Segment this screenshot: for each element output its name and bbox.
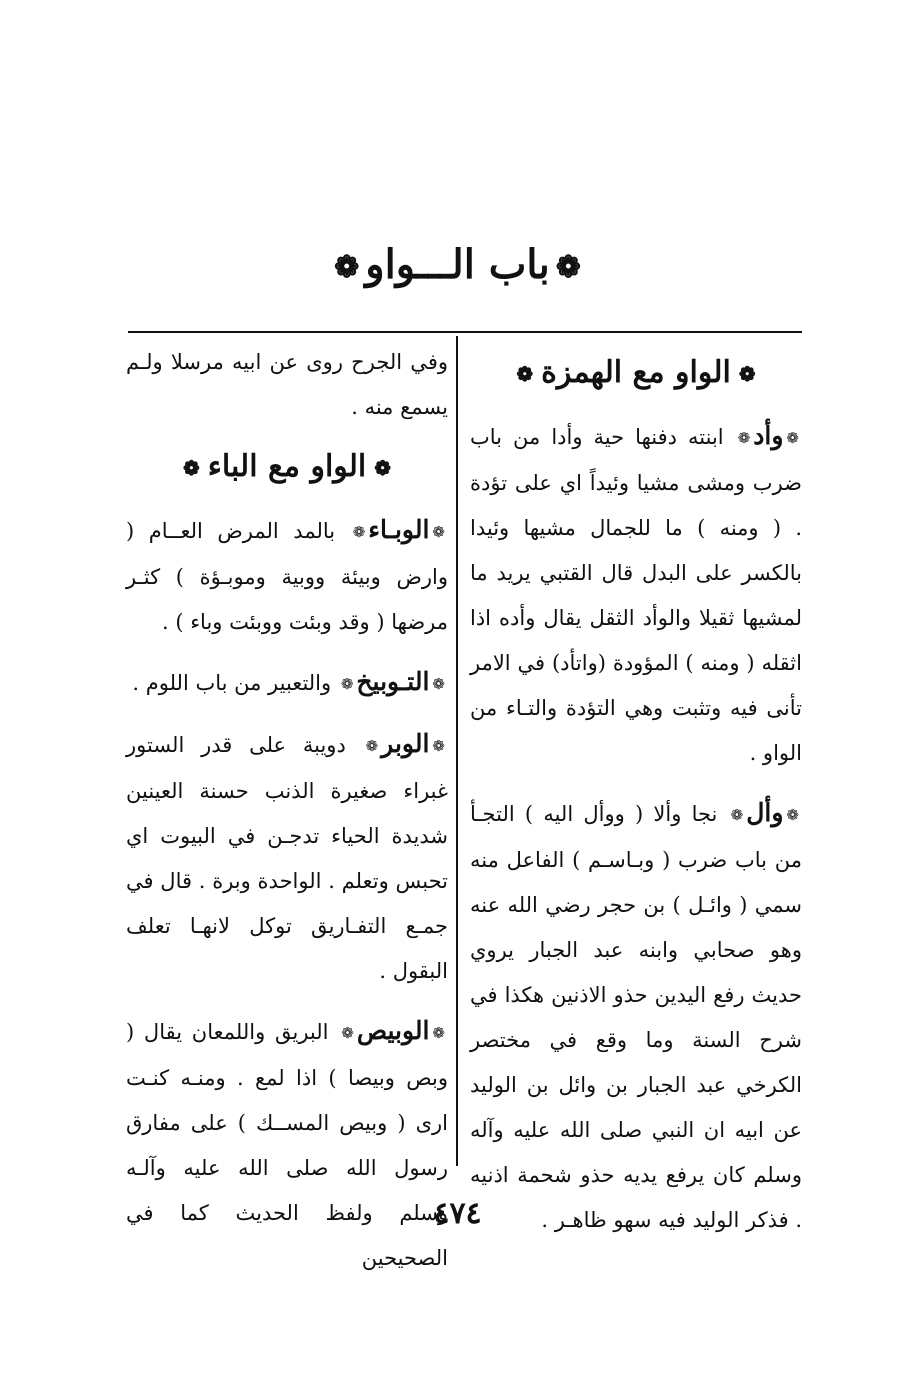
entry-headword: التـوبيخ (356, 667, 430, 696)
entry-headword: وأل (746, 798, 784, 827)
ornament-icon: ❁ (432, 675, 445, 693)
dictionary-entry (126, 1008, 448, 1281)
ornament-icon: ❁ (786, 429, 799, 447)
ornament-icon: ❁ (340, 675, 354, 693)
chapter-title-text: باب الـــواو (365, 241, 550, 288)
entry-text: البريق واللمعان يقال ( وبص وبيصا ) اذا لمع . ومنـه كنـت ارى ( وبيص المســك ) على مفارق رسول الله صلى الله عليه وآلـه وسلم ولفظ الحديث كما في الصحيحين (126, 1020, 448, 1270)
ornament-icon: ❁ (352, 523, 366, 541)
page-number: ٤٧٤ (433, 1196, 482, 1231)
ornament-icon: ❁ (786, 806, 799, 824)
dictionary-entry (126, 659, 448, 707)
column-divider (456, 336, 458, 1166)
ornament-icon: ❁ (432, 737, 445, 755)
section-title-baa (126, 438, 448, 497)
dictionary-entry (126, 721, 448, 994)
ornament-icon: ❁ (432, 1024, 445, 1042)
ornament-icon: ❁ (516, 362, 534, 386)
entry-text: ابنته دفنها حية وأدا من باب ضرب ومشى مشيا وئيداً اي على تؤدة . ( ومنه ) ما للجمال مشيها وئيدا بالكسر على البدل قال القتبي يريد ما لمشيها ثقيلا والوأد الثقل يقال وأده اذا اثقله ( ومنه ) المؤودة (واتأد) في الامر تأنى فيه وتثبت وهي التؤدة والتـاء من الواو . (470, 425, 802, 765)
right-column (470, 340, 802, 1257)
section-title-text: الواو مع الباء (207, 449, 367, 484)
entry-headword: وأد (753, 421, 784, 450)
entry-text: والتعبير من باب اللوم . (132, 671, 332, 695)
ornament-icon: ❁ (730, 806, 744, 824)
ornament-icon: ❁ (555, 250, 581, 285)
ornament-icon: ❁ (334, 250, 360, 285)
top-rule (128, 331, 802, 333)
ornament-icon: ❁ (738, 362, 756, 386)
entry-headword: الوبيص (356, 1016, 430, 1045)
entry-headword: الوبـاء (368, 515, 430, 544)
ornament-icon: ❁ (374, 456, 392, 480)
section-title-hamza (470, 344, 802, 403)
ornament-icon: ❁ (432, 523, 445, 541)
continuation-text: وفي الجرح روى عن ابيه مرسلا ولـم يسمع منه . (126, 350, 448, 419)
ornament-icon: ❁ (365, 737, 379, 755)
left-column (126, 340, 448, 1295)
dictionary-entry (126, 507, 448, 645)
entry-headword: الوبر (381, 729, 430, 758)
entry-text: دويبة على قدر الستور غبراء صغيرة الذنب حسنة العينين شديدة الحياء تدجـن في البيوت اي تحبس وتعلم . الواحدة وبرة . قال في جمـع التفـاريق توكل لانهـا تعلف البقول . (126, 733, 448, 983)
ornament-icon: ❁ (182, 456, 200, 480)
entry-text: بالمد المرض العــام ( وارض وبيئة ووبية وموبـؤة ) كثـر مرضها ( وقد وبئت ووبئت وباء ) . (126, 519, 448, 634)
chapter-title (0, 230, 915, 303)
entry-text: نجا وألا ( ووأل اليه ) التجـأ من باب ضرب ( وبـاسـم ) الفاعل منه سمي ( وائـل ) بن حجر رضي الله عنه وهو صحابي وابنه عبد الجبار يروي حديث رفع اليدين حذو الاذنين هكذا في شرح السنة وما وقع في مختصر الكرخي عبد الجبار بن وائل بن الوليد عن ابيه ان النبي صلى الله عليه وآله وسلم كان يرفع يديه حذو شحمة اذنيه . فذكر الوليد فيه سهو ظاهـر . (470, 802, 802, 1232)
dictionary-entry (470, 413, 802, 776)
ornament-icon: ❁ (737, 429, 751, 447)
dictionary-entry (470, 790, 802, 1243)
ornament-icon: ❁ (341, 1024, 354, 1042)
section-title-text: الواو مع الهمزة (541, 355, 731, 390)
